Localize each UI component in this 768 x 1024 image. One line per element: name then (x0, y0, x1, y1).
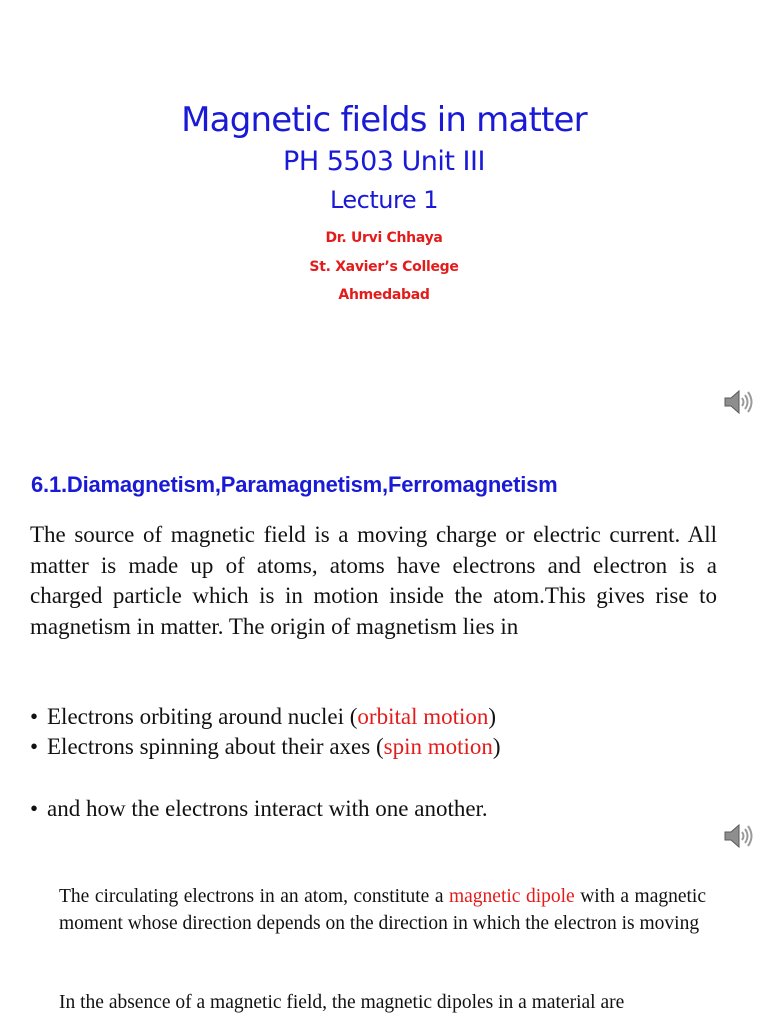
speaker-icon[interactable] (723, 388, 755, 416)
bullet-item (30, 734, 501, 760)
bullet-text-end: ) (488, 704, 497, 729)
bullet-text: Electrons spinning about their axes ( (47, 734, 384, 759)
college-name: St. Xavier’s College (309, 259, 459, 275)
bullet-text-end: ) (492, 734, 501, 759)
bullet-highlight: spin motion (383, 734, 493, 759)
dipole-text: The circulating electrons in an atom, constitute a (59, 886, 449, 907)
bullet-marker: • (30, 734, 39, 759)
absence-paragraph: In the absence of a magnetic field, the magnetic dipoles in a material are (59, 992, 625, 1013)
slide-title: Magnetic fields in matter (181, 100, 587, 140)
bullet-text: Electrons orbiting around nuclei ( (47, 704, 358, 729)
bullet-item (30, 796, 488, 822)
dipole-highlight: magnetic dipole (448, 886, 575, 907)
bullet-marker: • (30, 796, 39, 821)
lecture-number: Lecture 1 (329, 186, 439, 214)
bullet-text: and how the electrons interact with one another. (47, 796, 488, 821)
dipole-text-end: with a magnetic moment whose direction depends on the direction in which the electron is moving (59, 886, 706, 934)
section-heading: 6.1.Diamagnetism,Paramagnetism,Ferromagnetism (31, 472, 558, 497)
bullet-item (30, 704, 496, 730)
title-slide (0, 0, 768, 440)
bullet-highlight: orbital motion (357, 704, 489, 729)
author-name: Dr. Urvi Chhaya (325, 230, 443, 246)
speaker-icon[interactable] (723, 822, 755, 850)
course-code: PH 5503 Unit III (283, 146, 485, 177)
bullet-marker: • (30, 704, 39, 729)
dipole-paragraph (59, 884, 706, 937)
intro-paragraph: The source of magnetic field is a moving charge or electric current. All matter is made up of atoms, atoms have electrons and electron is a charged particle which is in motion inside the atom.This gives rise to magnetism in matter. The origin of magnetism lies in (30, 522, 717, 639)
content-slide (0, 440, 768, 1024)
city-name: Ahmedabad (338, 287, 430, 303)
